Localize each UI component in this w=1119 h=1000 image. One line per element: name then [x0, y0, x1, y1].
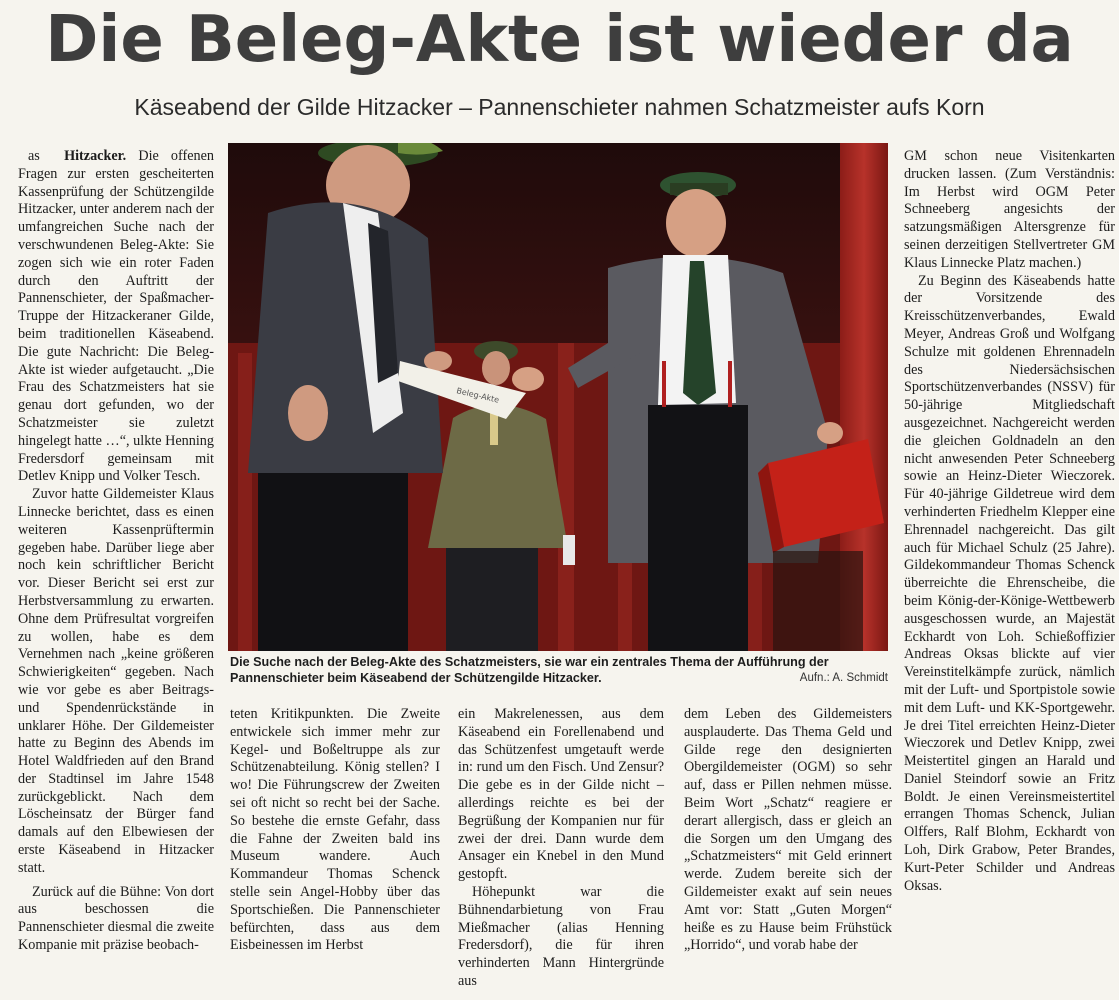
article-column-5: [904, 148, 1115, 895]
subheadline: Käseabend der Gilde Hitzacker – Pannenschieter nahmen Schatzmeister aufs Korn: [134, 94, 985, 120]
photo-caption: Die Suche nach der Beleg-Akte des Schatzmeisters, sie war ein zentrales Thema der Aufführung der Pannenschieter beim Käseabend der Schützengilde Hitzacker.: [230, 655, 829, 685]
article-paragraph: ein Makrelenessen, aus dem Käseabend ein Forellenabend und das Schützenfest umgetauft werde in: rund um den Fisch. Und Zensur? Die gebe es in der Gilde nicht – allerdings reichte es bei der Begrüßung der Kompanien nur für zwei der drei. Dann wurde dem Ansager ein Knebel in den Mund gestopft.: [458, 706, 664, 883]
article-paragraph: Zu Beginn des Käseabends hatte der Vorsitzende des Kreisschützenverbandes, Ewald Meyer, Andreas Groß und Wolfgang Schulze mit goldenen Ehrennadeln des Niedersächsischen Sportschützenverbandes (NSSV) für 50-jährige Mitgliedschaft ausgezeichnet. Nachgereicht werden die gleichen Goldnadeln an den nicht anwesenden Peter Schneeberg sowie an Heinz-Dieter Wieczorek. Für 40-jährige Gildetreue wird dem verhinderten Friedhelm Klepper eine Ehrennadel nachgereicht. Das gilt auch für Michael Schulz (25 Jahre). Gildekommandeur Thomas Schenck überreichte die Ehrenscheibe, die beim König-der-Könige-Wettbewerb ausgeschossen wurde, an Majestät Eckhardt von Loh. Schießoffizier Andreas Oksas blickte auf vier Vereinstitelkämpfe zurück, nämlich mit der Luft- und Sportpistole sowie mit dem Luft- und KK-Sportgewehr. Je drei Titel erreichten Heinz-Dieter Wieczorek und Detlev Knipp, zwei Meistertitel gingen an Harald und Daniel Steindorf sowie an Fritz Boldt. Je einen Vereinsmeistertitel errangen Thomas Schenck, Julian Olffers, Ralf Blohm, Eckhardt von Loh, Dirk Grabow, Peter Brandes, Kurt-Peter Schilder und Andreas Oksas.: [904, 272, 1115, 894]
article-column-4: [684, 706, 892, 955]
article-text: Die offenen Fragen zur ersten gescheiterten Kassenprüfung der Schützengilde Hitzacker, unter anderem nach der umfangreichen Suche nach der verschwundenen Beleg-Akte: Sie zogen sich wie ein roter Faden durch den Auftritt der Pannenschieter, der Spaßmacher-Truppe der Hitzackeraner Gilde, beim traditionellen Käseabend. Die gute Nachricht: Die Beleg-Akte ist wieder aufgetaucht. „Die Frau des Schatzmeisters hat sie genau dort gefunden, wo der Schatzmeister sie zuletzt hingelegt hatte …“, ulkte Henning Fredersdorf gemeinsam mit Detlev Knipp und Volker Tesch.: [18, 148, 215, 485]
stage-scene-image: [228, 143, 888, 651]
article-paragraph: teten Kritikpunkten. Die Zweite entwickele sich immer mehr zur Kegel- und Boßeltruppe als zur Schützenabteilung. König stellen? I wo! Die Führungscrew der Zweiten sei oft nicht so recht bei der Sache. So bestehe die ernste Gefahr, dass die Fahne der Zweiten bald ins Museum wandere. Auch Kommandeur Thomas Schenck stelle sein Angel-Hobby über das Sportschießen. Die Pannenschieter befürchten, dass aus dem Eisbeinessen im Herbst: [230, 706, 440, 954]
article-paragraph: Zurück auf die Bühne: Von dort aus beschossen die Pannenschieter diesmal die zweite Kompanie mit präzise beobach-: [18, 883, 214, 954]
article-column-2: [230, 706, 440, 955]
article-photo: [228, 143, 888, 651]
article-column-3: [458, 706, 664, 991]
article-paragraph: GM schon neue Visitenkarten drucken lassen. (Zum Verständnis: Im Herbst wird OGM Peter Schneeberg angesichts der satzungsmäßigen Altersgrenze für seinen derzeitigen Stellvertreter GM Klaus Linnecke Platz machen.): [904, 148, 1115, 271]
article-paragraph: [18, 148, 214, 486]
dateline-place: Hitzacker.: [64, 148, 127, 164]
article-paragraph: Zuvor hatte Gildemeister Klaus Linnecke berichtet, dass es einen weiteren Kassenprüftermin gegeben habe. Darüber liege aber noch kein schriftlicher Bericht vor. Dieser Bericht sei erst zur Herbstversammlung zu erwarten. Ohne dem Prüfresultat vorgreifen zu wollen, habe es dem Vernehmen nach „keine größeren Schwierigkeiten“ gegeben. Nach wie vor gebe es aber Beitrags- und Spendenrückstände in unklarer Höhe. Der Gildemeister hatte zu Beginn des Abends im Hotel Waldfrieden auf den Brand der Stadtinsel im Jahre 1548 zurückgeblickt. Nach dem Löscheinsatz der Bürger fand damals auf den Elbewiesen der erste Käseabend in Hitzacker statt.: [18, 486, 214, 876]
article-column-1: [18, 148, 214, 955]
article-paragraph: dem Leben des Gildemeisters ausplauderte. Das Thema Geld und Gilde rege den designierten Obergildemeister (OGM) so sehr auf, dass er Pillen nehmen müsse. Beim Wort „Schatz“ reagiere er derart allergisch, dass er gleich an die Sorgen um den Umgang des „Schatzmeisters“ mit Geld erinnert werde. Zudem bereite sich der Gildemeister exakt auf sein neues Amt vor: Statt „Guten Morgen“ heiße es zu Hause beim Frühstück „Horrido“, und vorab habe der: [684, 706, 892, 954]
headline: Die Beleg-Akte ist wieder da: [45, 3, 1074, 77]
photo-credit: Aufn.: A. Schmidt: [799, 672, 888, 684]
paper-label: Beleg-Akte: [455, 386, 500, 405]
article-paragraph: Höhepunkt war die Bühnendarbietung von Frau Mießmacher (alias Henning Fredersdorf), die für ihren verhinderten Mann Hintergründe aus: [458, 883, 664, 989]
dateline-prefix: as: [28, 148, 40, 164]
